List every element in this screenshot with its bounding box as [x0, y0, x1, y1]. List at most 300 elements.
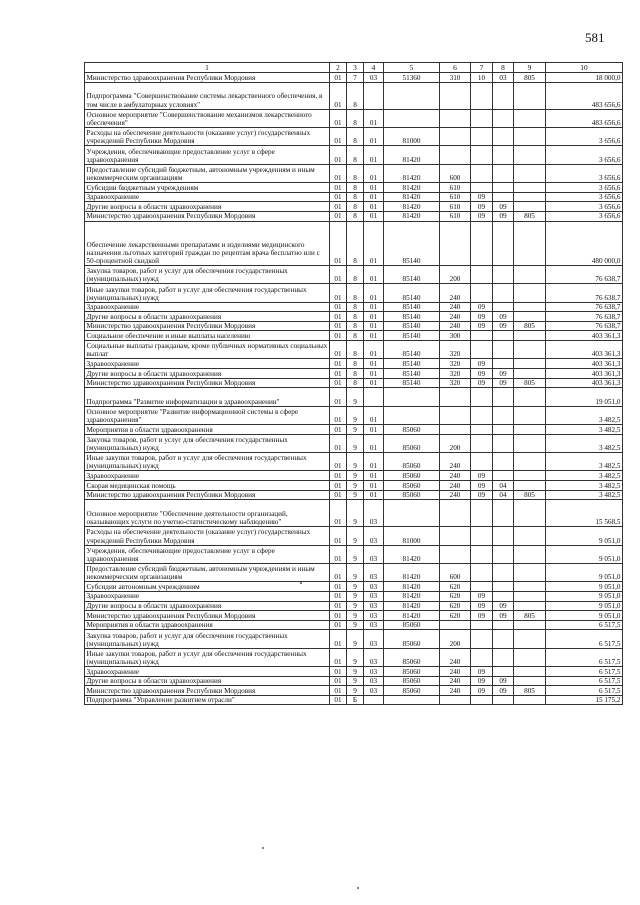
amount-cell: 15 568,5	[546, 500, 623, 527]
code-col-6-cell	[440, 406, 471, 424]
table-row	[85, 591, 623, 601]
code-col-3-cell: 9	[347, 388, 364, 406]
table-row	[85, 453, 623, 471]
code-col-4-cell: 03	[364, 73, 384, 83]
table-row	[85, 582, 623, 592]
amount-cell: 3 482,5	[546, 406, 623, 424]
header-cell-10: 10	[546, 63, 623, 73]
code-col-7-cell: 09	[471, 359, 493, 369]
amount-cell: 9 051,0	[546, 527, 623, 545]
code-col-3-cell: 8	[347, 369, 364, 379]
code-col-8-cell	[493, 620, 514, 630]
code-col-4-cell	[364, 82, 384, 109]
code-col-4-cell: 01	[364, 221, 384, 265]
code-col-3-cell: 9	[347, 545, 364, 563]
name-cell: Министерство здравоохранения Республики Мордовия	[85, 73, 330, 83]
code-col-8-cell	[493, 471, 514, 481]
code-col-3-cell: 8	[347, 183, 364, 193]
code-col-4-cell: 01	[364, 378, 384, 388]
code-col-6-cell	[440, 388, 471, 406]
code-col-9-cell	[514, 630, 546, 648]
code-col-7-cell	[471, 221, 493, 265]
amount-cell: 9 051,0	[546, 601, 623, 611]
code-col-2-cell: 01	[330, 676, 347, 686]
code-col-8-cell: 09	[493, 676, 514, 686]
code-col-3-cell: 9	[347, 434, 364, 452]
code-col-4-cell: 03	[364, 686, 384, 696]
code-col-7-cell	[471, 284, 493, 302]
code-col-6-cell: 200	[440, 434, 471, 452]
code-col-8-cell	[493, 591, 514, 601]
code-col-5-cell: 81420	[384, 146, 440, 164]
code-col-5-cell: 85140	[384, 312, 440, 322]
amount-cell: 3 482,5	[546, 481, 623, 491]
code-col-6-cell: 620	[440, 591, 471, 601]
code-col-7-cell: 09	[471, 302, 493, 312]
amount-cell: 3 482,5	[546, 471, 623, 481]
code-col-8-cell: 09	[493, 211, 514, 221]
code-col-6-cell: 240	[440, 471, 471, 481]
code-col-2-cell: 01	[330, 630, 347, 648]
code-col-3-cell: 8	[347, 202, 364, 212]
amount-cell: 6 517,5	[546, 620, 623, 630]
code-col-5-cell: 85060	[384, 620, 440, 630]
code-col-4-cell: 03	[364, 527, 384, 545]
code-col-2-cell: 01	[330, 500, 347, 527]
code-col-4-cell: 01	[364, 109, 384, 127]
code-col-9-cell	[514, 406, 546, 424]
code-col-4-cell: 01	[364, 434, 384, 452]
code-col-2-cell: 01	[330, 183, 347, 193]
code-col-2-cell: 01	[330, 312, 347, 322]
code-col-9-cell	[514, 500, 546, 527]
table-row	[85, 425, 623, 435]
code-col-6-cell: 240	[440, 284, 471, 302]
page-number: 581	[585, 30, 605, 45]
code-col-7-cell	[471, 434, 493, 452]
amount-cell: 3 656,6	[546, 183, 623, 193]
code-col-3-cell: 8	[347, 302, 364, 312]
code-col-2-cell: 01	[330, 434, 347, 452]
code-col-8-cell	[493, 453, 514, 471]
code-col-5-cell	[384, 82, 440, 109]
code-col-7-cell	[471, 500, 493, 527]
amount-cell: 6 517,5	[546, 676, 623, 686]
code-col-2-cell: 01	[330, 563, 347, 581]
code-col-3-cell: 8	[347, 284, 364, 302]
table-row	[85, 686, 623, 696]
name-cell: Здравоохранение	[85, 591, 330, 601]
code-col-5-cell: 85060	[384, 434, 440, 452]
table-row	[85, 192, 623, 202]
name-cell: Социальное обеспечение и иные выплаты населению	[85, 331, 330, 341]
code-col-9-cell: 805	[514, 321, 546, 331]
code-col-6-cell	[440, 221, 471, 265]
amount-cell: 76 638,7	[546, 321, 623, 331]
table-row	[85, 490, 623, 500]
amount-cell: 76 638,7	[546, 284, 623, 302]
code-col-4-cell	[364, 695, 384, 705]
code-col-3-cell: 9	[347, 563, 364, 581]
amount-cell: 15 175,2	[546, 695, 623, 705]
code-col-4-cell: 01	[364, 481, 384, 491]
code-col-3-cell: 8	[347, 331, 364, 341]
code-col-9-cell: 805	[514, 378, 546, 388]
table-row	[85, 109, 623, 127]
code-col-9-cell	[514, 591, 546, 601]
table-row	[85, 265, 623, 283]
code-col-7-cell	[471, 331, 493, 341]
table-row	[85, 471, 623, 481]
code-col-7-cell: 09	[471, 321, 493, 331]
code-col-4-cell: 01	[364, 471, 384, 481]
code-col-5-cell: 85060	[384, 686, 440, 696]
code-col-9-cell	[514, 425, 546, 435]
code-col-4-cell: 03	[364, 563, 384, 581]
name-cell: Расходы на обеспечение деятельности (оказание услуг) государственных учреждений Республики Мордовия	[85, 127, 330, 145]
code-col-9-cell	[514, 284, 546, 302]
code-col-3-cell: 9	[347, 686, 364, 696]
code-col-4-cell: 01	[364, 369, 384, 379]
code-col-6-cell: 600	[440, 563, 471, 581]
code-col-8-cell	[493, 221, 514, 265]
code-col-4-cell: 01	[364, 359, 384, 369]
name-cell: Министерство здравоохранения Республики Мордовия	[85, 378, 330, 388]
code-col-3-cell: 9	[347, 667, 364, 677]
code-col-9-cell	[514, 434, 546, 452]
code-col-7-cell	[471, 620, 493, 630]
code-col-7-cell	[471, 265, 493, 283]
name-cell: Учреждения, обеспечивающие предоставление услуг в сфере здравоохранения	[85, 545, 330, 563]
code-col-8-cell	[493, 582, 514, 592]
code-col-8-cell	[493, 192, 514, 202]
code-col-5-cell: 81420	[384, 601, 440, 611]
code-col-5-cell: 81000	[384, 127, 440, 145]
table-row	[85, 321, 623, 331]
amount-cell: 18 000,0	[546, 73, 623, 83]
code-col-9-cell	[514, 676, 546, 686]
table-row	[85, 481, 623, 491]
code-col-8-cell	[493, 527, 514, 545]
code-col-8-cell	[493, 127, 514, 145]
code-col-9-cell	[514, 341, 546, 359]
code-col-2-cell: 01	[330, 527, 347, 545]
name-cell: Подпрограмма "Совершенствование системы лекарственного обеспечения, в том числе в амбулаторных условиях"	[85, 82, 330, 109]
code-col-2-cell: 01	[330, 164, 347, 182]
name-cell: Министерство здравоохранения Республики Мордовия	[85, 611, 330, 621]
code-col-2-cell: 01	[330, 686, 347, 696]
code-col-7-cell	[471, 648, 493, 666]
name-cell: Министерство здравоохранения Республики Мордовия	[85, 490, 330, 500]
code-col-5-cell: 85060	[384, 471, 440, 481]
name-cell: Подпрограмма "Управление развитием отрасли"	[85, 695, 330, 705]
table-row	[85, 611, 623, 621]
code-col-6-cell: 600	[440, 164, 471, 182]
code-col-6-cell	[440, 82, 471, 109]
code-col-4-cell: 01	[364, 453, 384, 471]
code-col-9-cell	[514, 359, 546, 369]
name-cell: Скорая медицинская помощь	[85, 481, 330, 491]
amount-cell: 76 638,7	[546, 265, 623, 283]
amount-cell: 403 361,3	[546, 359, 623, 369]
code-col-8-cell	[493, 284, 514, 302]
code-col-3-cell: 8	[347, 221, 364, 265]
code-col-4-cell: 03	[364, 648, 384, 666]
code-col-8-cell	[493, 500, 514, 527]
code-col-7-cell	[471, 563, 493, 581]
table-row	[85, 359, 623, 369]
code-col-6-cell	[440, 527, 471, 545]
code-col-3-cell: 9	[347, 471, 364, 481]
code-col-9-cell: 805	[514, 211, 546, 221]
code-col-5-cell: 85060	[384, 453, 440, 471]
code-col-5-cell: 85060	[384, 481, 440, 491]
code-col-5-cell: 81420	[384, 192, 440, 202]
name-cell: Мероприятия в области здравоохранения	[85, 620, 330, 630]
code-col-8-cell: 09	[493, 378, 514, 388]
code-col-9-cell	[514, 563, 546, 581]
code-col-4-cell: 01	[364, 312, 384, 322]
header-cell-1: 1	[85, 63, 330, 73]
code-col-2-cell: 01	[330, 601, 347, 611]
code-col-6-cell: 200	[440, 265, 471, 283]
code-col-7-cell: 09	[471, 471, 493, 481]
code-col-6-cell: 200	[440, 630, 471, 648]
code-col-9-cell	[514, 527, 546, 545]
code-col-8-cell	[493, 648, 514, 666]
code-col-5-cell: 51360	[384, 73, 440, 83]
table-row	[85, 667, 623, 677]
code-col-7-cell	[471, 582, 493, 592]
header-cell-2: 2	[330, 63, 347, 73]
code-col-8-cell	[493, 388, 514, 406]
code-col-2-cell: 01	[330, 341, 347, 359]
code-col-2-cell: 01	[330, 490, 347, 500]
amount-cell: 403 361,3	[546, 341, 623, 359]
code-col-9-cell	[514, 265, 546, 283]
code-col-2-cell: 01	[330, 202, 347, 212]
code-col-3-cell: 8	[347, 321, 364, 331]
table-row	[85, 341, 623, 359]
amount-cell: 480 000,0	[546, 221, 623, 265]
code-col-9-cell: 805	[514, 490, 546, 500]
amount-cell: 403 361,3	[546, 369, 623, 379]
scan-speck	[262, 847, 264, 849]
code-col-7-cell	[471, 425, 493, 435]
code-col-7-cell: 09	[471, 202, 493, 212]
name-cell: Иные закупки товаров, работ и услуг для обеспечения государственных (муниципальных) нужд	[85, 453, 330, 471]
code-col-5-cell: 85060	[384, 648, 440, 666]
code-col-4-cell: 03	[364, 545, 384, 563]
code-col-8-cell	[493, 164, 514, 182]
code-col-4-cell: 01	[364, 211, 384, 221]
code-col-5-cell: 85140	[384, 369, 440, 379]
code-col-8-cell	[493, 109, 514, 127]
code-col-7-cell: 09	[471, 591, 493, 601]
code-col-5-cell: 85060	[384, 667, 440, 677]
amount-cell: 19 051,0	[546, 388, 623, 406]
code-col-6-cell: 240	[440, 676, 471, 686]
code-col-3-cell: 8	[347, 146, 364, 164]
code-col-9-cell	[514, 82, 546, 109]
code-col-7-cell	[471, 183, 493, 193]
code-col-9-cell	[514, 312, 546, 322]
code-col-9-cell: 805	[514, 686, 546, 696]
code-col-9-cell	[514, 164, 546, 182]
code-col-9-cell	[514, 695, 546, 705]
table-row	[85, 676, 623, 686]
code-col-9-cell	[514, 302, 546, 312]
code-col-3-cell: 9	[347, 611, 364, 621]
name-cell: Субсидии автономным учреждениям	[85, 582, 330, 592]
code-col-8-cell: 09	[493, 321, 514, 331]
code-col-2-cell: 01	[330, 265, 347, 283]
table-row	[85, 378, 623, 388]
name-cell: Другие вопросы в области здравоохранения	[85, 676, 330, 686]
code-col-6-cell: 240	[440, 453, 471, 471]
amount-cell: 9 051,0	[546, 563, 623, 581]
code-col-2-cell: 01	[330, 211, 347, 221]
code-col-3-cell: 7	[347, 73, 364, 83]
name-cell: Здравоохранение	[85, 359, 330, 369]
code-col-4-cell: 03	[364, 601, 384, 611]
code-col-3-cell: 8	[347, 82, 364, 109]
table-header-row	[85, 63, 623, 73]
code-col-9-cell	[514, 369, 546, 379]
code-col-7-cell: 09	[471, 686, 493, 696]
code-col-4-cell: 03	[364, 676, 384, 686]
code-col-8-cell: 04	[493, 490, 514, 500]
amount-cell: 403 361,3	[546, 378, 623, 388]
code-col-6-cell: 320	[440, 378, 471, 388]
code-col-7-cell	[471, 109, 493, 127]
code-col-3-cell: 8	[347, 312, 364, 322]
code-col-8-cell	[493, 667, 514, 677]
code-col-8-cell	[493, 82, 514, 109]
table-row	[85, 545, 623, 563]
code-col-3-cell: 9	[347, 676, 364, 686]
name-cell: Иные закупки товаров, работ и услуг для обеспечения государственных (муниципальных) нужд	[85, 284, 330, 302]
code-col-7-cell	[471, 341, 493, 359]
name-cell: Здравоохранение	[85, 471, 330, 481]
name-cell: Подпрограмма "Развитие информатизации в здравоохранении"	[85, 388, 330, 406]
code-col-3-cell: 8	[347, 359, 364, 369]
amount-cell: 483 656,6	[546, 109, 623, 127]
code-col-7-cell: 09	[471, 490, 493, 500]
code-col-8-cell: 09	[493, 686, 514, 696]
code-col-2-cell: 01	[330, 192, 347, 202]
code-col-2-cell: 01	[330, 667, 347, 677]
code-col-9-cell	[514, 648, 546, 666]
name-cell: Учреждения, обеспечивающие предоставление услуг в сфере здравоохранения	[85, 146, 330, 164]
name-cell: Основное мероприятие "Обеспечение деятельности организаций, оказывающих услуги по учетно-статистическому наблюдению"	[85, 500, 330, 527]
code-col-8-cell: 09	[493, 369, 514, 379]
code-col-6-cell: 310	[440, 73, 471, 83]
code-col-7-cell: 09	[471, 667, 493, 677]
table-row	[85, 312, 623, 322]
code-col-8-cell	[493, 406, 514, 424]
header-cell-9: 9	[514, 63, 546, 73]
code-col-2-cell: 01	[330, 695, 347, 705]
name-cell: Основное мероприятие "Совершенствование механизмов лекарственного обеспечения"	[85, 109, 330, 127]
table-row	[85, 369, 623, 379]
amount-cell: 3 656,6	[546, 164, 623, 182]
code-col-2-cell: 01	[330, 406, 347, 424]
amount-cell: 403 361,3	[546, 331, 623, 341]
code-col-7-cell: 09	[471, 211, 493, 221]
code-col-9-cell	[514, 481, 546, 491]
code-col-6-cell	[440, 545, 471, 563]
table-row	[85, 434, 623, 452]
table-row	[85, 183, 623, 193]
code-col-3-cell: 9	[347, 490, 364, 500]
code-col-8-cell: 04	[493, 481, 514, 491]
code-col-2-cell: 01	[330, 127, 347, 145]
code-col-6-cell: 240	[440, 648, 471, 666]
code-col-4-cell: 01	[364, 321, 384, 331]
amount-cell: 9 051,0	[546, 591, 623, 601]
code-col-8-cell	[493, 341, 514, 359]
code-col-2-cell: 01	[330, 109, 347, 127]
code-col-9-cell	[514, 109, 546, 127]
code-col-9-cell	[514, 127, 546, 145]
amount-cell: 483 656,6	[546, 82, 623, 109]
name-cell: Здравоохранение	[85, 192, 330, 202]
header-cell-7: 7	[471, 63, 493, 73]
table-row	[85, 500, 623, 527]
header-cell-6: 6	[440, 63, 471, 73]
code-col-2-cell: 01	[330, 82, 347, 109]
code-col-9-cell	[514, 620, 546, 630]
code-col-7-cell: 09	[471, 192, 493, 202]
code-col-5-cell: 85140	[384, 378, 440, 388]
table-row	[85, 73, 623, 83]
code-col-8-cell: 09	[493, 601, 514, 611]
amount-cell: 3 482,5	[546, 434, 623, 452]
scan-speck	[357, 887, 359, 889]
name-cell: Социальные выплаты гражданам, кроме публичных нормативных социальных выплат	[85, 341, 330, 359]
code-col-5-cell	[384, 109, 440, 127]
amount-cell: 6 517,5	[546, 630, 623, 648]
table-row	[85, 221, 623, 265]
name-cell: Расходы на обеспечение деятельности (оказание услуг) государственных учреждений Республики Мордовия	[85, 527, 330, 545]
code-col-7-cell: 09	[471, 676, 493, 686]
code-col-8-cell	[493, 545, 514, 563]
code-col-2-cell: 01	[330, 284, 347, 302]
code-col-4-cell: 01	[364, 490, 384, 500]
code-col-9-cell	[514, 601, 546, 611]
code-col-4-cell: 01	[364, 146, 384, 164]
code-col-5-cell: 81420	[384, 545, 440, 563]
code-col-6-cell: 320	[440, 359, 471, 369]
name-cell: Другие вопросы в области здравоохранения	[85, 601, 330, 611]
code-col-9-cell	[514, 192, 546, 202]
table-row	[85, 620, 623, 630]
code-col-6-cell: 320	[440, 369, 471, 379]
name-cell: Обеспечение лекарственными препаратами и изделиями медицинского назначения льготных категорий граждан по рецептам врача бесплатно или с 50-процентной скидкой	[85, 221, 330, 265]
code-col-7-cell: 09	[471, 378, 493, 388]
table-row	[85, 302, 623, 312]
code-col-6-cell	[440, 146, 471, 164]
code-col-3-cell: 8	[347, 127, 364, 145]
code-col-6-cell: 240	[440, 302, 471, 312]
code-col-8-cell	[493, 331, 514, 341]
code-col-4-cell: 03	[364, 630, 384, 648]
code-col-3-cell: 9	[347, 648, 364, 666]
code-col-7-cell	[471, 545, 493, 563]
code-col-3-cell: 9	[347, 630, 364, 648]
code-col-7-cell	[471, 695, 493, 705]
